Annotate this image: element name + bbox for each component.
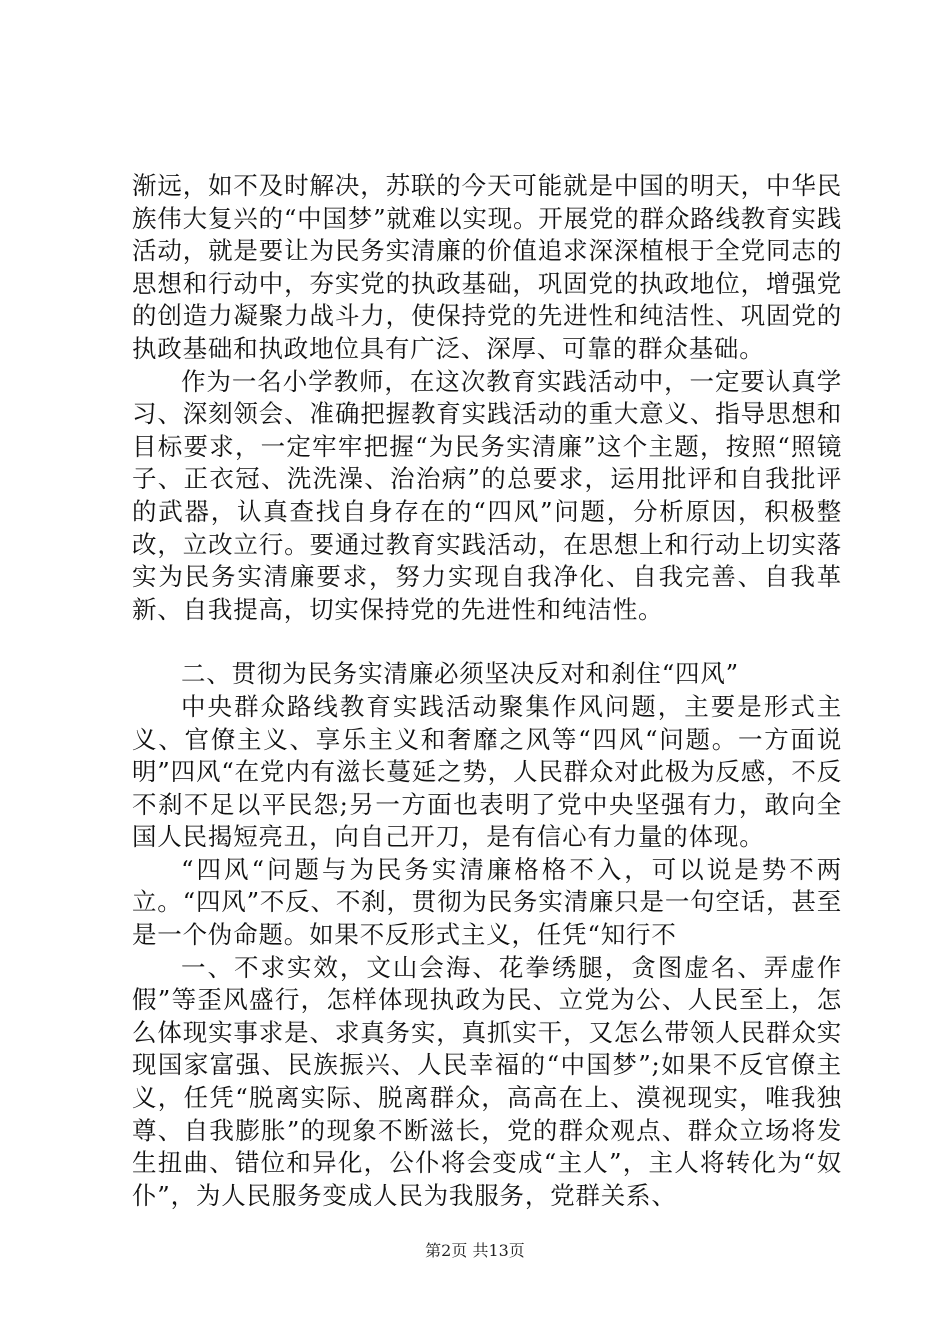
section-heading: 二、贯彻为民务实清廉必须坚决反对和刹住“四风” <box>181 659 739 689</box>
page-number-footer: 第2页 共13页 <box>425 1241 525 1260</box>
paragraph-continuation: 渐远，如不及时解决，苏联的今天可能就是中国的明天，中华民族伟大复兴的“中国梦”就难以实现。开展党的群众路线教育实践活动，就是要让为民务实清廉的价值追求深深植根于全党同志的思想和行动中，夯实党的执政基础，巩固党的执政地位，增强党的创造力凝聚力战斗力，使保持党的先进性和纯洁性、巩固党的执政基础和执政地位具有广泛、深厚、可靠的群众基础。 <box>132 171 842 363</box>
paragraph-four-winds-issue: 中央群众路线教育实践活动聚集作风问题，主要是形式主义、官僚主义、享乐主义和奢靡之风等“四风“问题。一方面说明”四风“在党内有滋长蔓延之势，人民群众对此极为反感，不反不刹不足以平民怨;另一方面也表明了党中央坚强有力，敢向全国人民揭短亮丑，向自己开刀，是有信心有力量的体现。 <box>132 691 842 852</box>
document-body <box>132 170 842 1212</box>
paragraph-formalism-bureaucracy: 一、不求实效，文山会海、花拳绣腿，贪图虚名、弄虚作假”等歪风盛行，怎样体现执政为民、立党为公、人民至上，怎么体现实事求是、求真务实，真抓实干，又怎么带领人民群众实现国家富强、民族振兴、人民幸福的“中国梦”;如果不反官僚主义，任凭“脱离实际、脱离群众，高高在上、漠视现实，唯我独尊、自我膨胀”的现象不断滋长，党的群众观点、群众立场将发生扭曲、错位和异化，公仆将会变成“主人”，主人将转化为“奴仆”，为人民服务变成人民为我服务，党群关系、 <box>132 952 843 1210</box>
paragraph-teacher-commitment: 作为一名小学教师，在这次教育实践活动中，一定要认真学习、深刻领会、准确把握教育实践活动的重大意义、指导思想和目标要求，一定牢牢把握“为民务实清廉”这个主题，按照“照镜子、正衣冠、洗洗澡、治治病”的总要求，运用批评和自我批评的武器，认真查找自身存在的“四风”问题，分析原因，积极整改，立改立行。要通过教育实践活动，在思想上和行动上切实落实为民务实清廉要求，努力实现自我净化、自我完善、自我革新、自我提高，切实保持党的先进性和纯洁性。 <box>132 366 842 624</box>
paragraph-four-winds-incompatible: “四风“问题与为民务实清廉格格不入，可以说是势不两立。“四风”不反、不刹，贯彻为民务实清廉只是一句空话，甚至是一个伪命题。如果不反形式主义，任凭“知行不 <box>132 854 842 950</box>
